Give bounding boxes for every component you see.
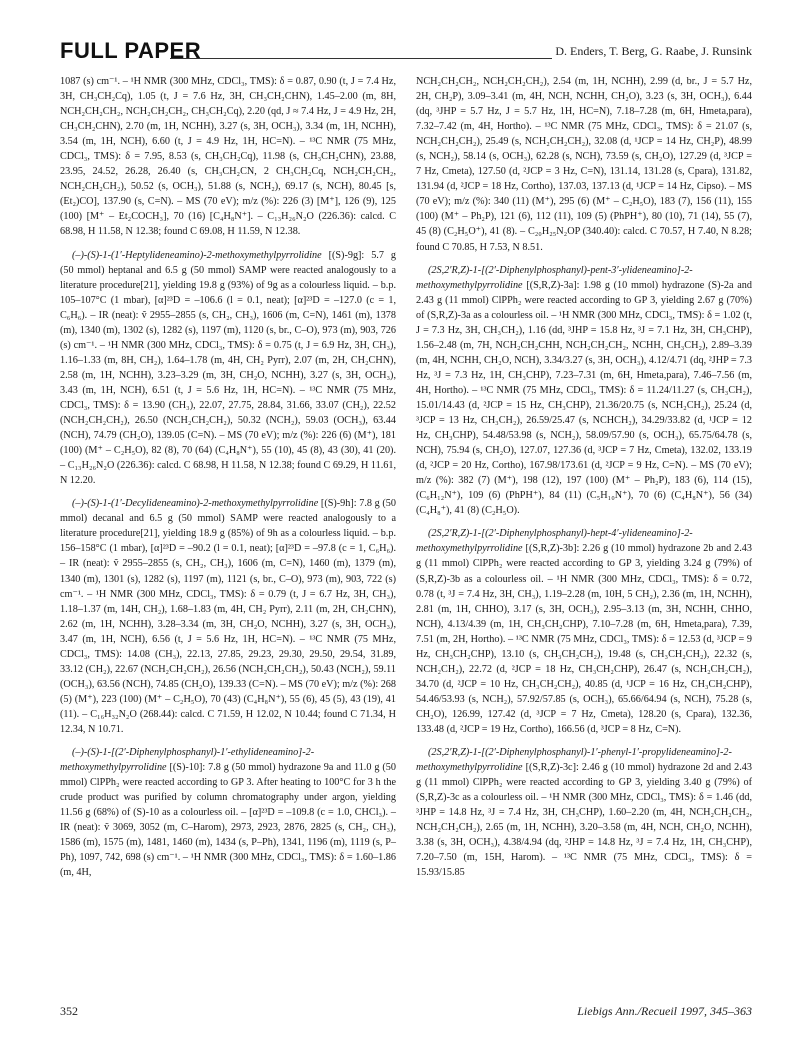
paragraph-body: [(S,R,Z)-3a]: 1.98 g (10 mmol) hydrazone (S)-2a and 2.43 g (11 mmol) ClPPh₂ were reacted according to GP 3, yielding 2.67 g (70%) of (S,R,Z)-3a as a colourless oil. – ¹H NMR (300 MHz, CDCl₃, TMS): δ = 1.02 (t, J = 7.3 Hz, 3H, CH₃CH₂), 1.16 (dd, ³JHP = 15.8 Hz, ³J = 7.1 Hz, 3H, CH₃CHP), 1.56–2.48 (m, 7H, NCH₂CH₂CHH, NCH₂CH₂CH₂, NCHH, CH₃CH₂), 2.89–3.39 (m, 4H, NCHH, CH₂O, NCH), 3.34/3.27 (s, 3H, OCH₃), 4.12/4.71 (dq, ²JHP = 7.3 Hz, ³J = 7.3 Hz, 1H, CH₃CHP), 7.23–7.31 (m, 6H, Hmeta,para), 7.46–7.56 (m, 4H, Hortho). – ¹³C NMR (75 MHz, CDCl₃, TMS): δ = 11.24/11.27 (s, CH₃CH₂), 15.01/14.43 (d, ²JCP = 15 Hz, CH₃CHP), 21.36/20.75 (s, NCH₂CH₂), 25.24 (d, ³JCP = 13 Hz, CH₃CH₂), 26.59/25.47 (s, NCHCH₂), 34.29/33.82 (d, ¹JCP = 12 Hz, CH₃CHP), 54.48/53.98 (s, NCH₂), 58.09/57.90 (s, OCH₃), 65.75/64.78 (s, NCH), 75.94 (s, CH₂O), 127.07, 127.36 (d, ³JCP = 7 Hz, Cmeta), 132.02, 133.19 (d, ²JCP = 20 Hz, Cortho), 167.98/173.61 (d, ²JCP = 9 Hz, C=N). – MS (70 eV); m/z (%): 382 (7) (M⁺), 198 (12), 197 (100) (M⁺ – Ph₂P), 183 (6), 114 (15), (C₆H₁₂N⁺), 109 (6) (PhPH⁺), 84 (11) (C₅H₁₀N⁺), 70 (6) (C₄H₈N⁺), 56 (34) (C₄H₈⁺), 41 (8) (C₂H₅O).	[416, 279, 752, 517]
continued-paragraph	[416, 74, 752, 255]
compound-title: (2S,2′R,Z)-1-[(2′-Diphenylphosphanyl)-hept-4′-ylideneamino]-2-methoxymethylpyrrolidine	[416, 528, 693, 555]
header-rule	[170, 58, 552, 59]
paragraph-body: [(S,R,Z)-3b]: 2.26 g (10 mmol) hydrazone 2b and 2.43 g (11 mmol) ClPPh₂ were reacted according to GP 3, yielding 3.24 g (79%) of (S,R,Z)-3b as a colourless oil. – ¹H NMR (300 MHz, CDCl₃, TMS): δ = 0.72, 0.78 (t, ³J = 7.4 Hz, 3H, CH₃), 1.19–2.28 (m, 10H, 5 CH₂), 2.36 (m, 1H, NCHH), 2.81 (m, 1H, CHHO), 3.17 (s, 3H, OCH₃), 2.95–3.13 (m, 3H, NCHH, CHHO, NCH), 4.13/4.39 (m, 1H, CH₃CH₂CHP), 7.10–7.28 (m, 6H, Hmeta,para), 7.39, 7.51 (m, 2H, Hortho). – ¹³C NMR (75 MHz, CDCl₃, TMS): δ = 12.53 (d, ³JCP = 9 Hz, CH₃CH₂CHP), 13.10 (s, CH₃CH₂CH₂), 19.48 (s, CH₃CH₂CH₂), 22.32 (s, NCH₂CH₂), 22.72 (d, ²JCP = 18 Hz, CH₃CH₂CHP), 26.47 (s, NCH₂CH₂CH₂), 34.70 (d, ²JCP = 10 Hz, CH₃CH₂CH₂), 40.85 (d, ¹JCP = 16 Hz, CH₃CH₂CHP), 54.46/53.93 (s, NCH₂), 57.92/57.85 (s, OCH₃), 65.66/64.94 (s, NCH), 75.28 (s, CH₂O), 126.99, 127.42 (d, ³JCP = 7 Hz, Cmeta), 128.20 (s, Cpara), 132.36, 133.48 (d, ²JCP = 19 Hz, Cortho), 166.56 (d, ³JCP = 8 Hz, C=N).	[416, 543, 752, 735]
right-column	[416, 74, 752, 880]
paragraph-body: NCH₂CH₂CH₂, NCH₂CH₂CH₂), 2.54 (m, 1H, NCHH), 2.99 (d, br., J = 5.7 Hz, 2H, CH₂P), 3.09–3.41 (m, 4H, NCH, NCHH, CH₂O), 3.23 (s, 3H, OCH₃), 6.44 (dq, ³JHP = 5.7 Hz, J = 5.7 Hz, 1H, HC=N), 7.18–7.28 (m, 6H, Hmeta,para), 7.32–7.42 (m, 4H, Hortho). – ¹³C NMR (75 MHz, CDCl₃, TMS): δ = 21.07 (s, NCH₂CH₂CH₂), 25.49 (s, NCH₂CH₂CH₂), 32.08 (d, ¹JCP = 14 Hz, CH₂P), 48.99 (s, NCH₂), 58.14 (s, OCH₃), 62.28 (s, NCH), 73.59 (s, CH₂O), 127.29 (d, ³JCP = 7 Hz, Cmeta), 127.50 (d, ²JCP = 3 Hz, C=N), 131.14, 131.28 (s, Cpara), 131.82, 131.94 (d, ²JCP = 18 Hz, Cortho), 137.03, 137.13 (d, ¹JCP = 14 Hz, Cipso). – MS (70 eV); m/z (%): 340 (11) (M⁺), 295 (6) (M⁺ – C₂H₅O), 183 (7), 156 (11), 155 (100) (M⁺ – Ph₂P), 121 (6), 112 (11), 109 (5) (PhPH⁺), 80 (10), 71 (14), 55 (7), 45 (8) (C₂H₅O⁺), 41 (8). – C₂₀H₂₅N₂OP (340.40): calcd. C 70.57, H 7.40, N 8.28; found C 70.85, H 7.53, N 8.51.	[416, 76, 752, 253]
compound-paragraph	[416, 745, 752, 880]
paragraph-body: [(S)-10]: 7.8 g (50 mmol) hydrazone 9a and 11.0 g (50 mmol) ClPPh₂ were reacted according to GP 3. After heating to 100°C for 3 h the crude product was purified by column chromatography under argon, yielding 11.56 g (68%) of (S)-10 as a colourless oil. – [α]²³D = –109.8 (c = 1.0, CHCl₃). – IR (neat): ṽ 3069, 3052 (m, C–Harom), 2973, 2923, 2876, 2825 (s, CH₂, CH₃), 1586 (m), 1575 (m), 1481, 1460 (m), 1434 (s, P–Ph), 1341, 1196 (m), 1119 (s, P–Ph), 1097, 742, 698 (s) cm⁻¹. – ¹H NMR (300 MHz, CDCl₃, TMS): δ = 1.60–1.86 (m, 4H,	[60, 762, 396, 879]
compound-title: (2S,2′R,Z)-1-[(2′-Diphenylphosphanyl)-1′-phenyl-1′-propylideneamino]-2-methoxymethylpyrrolidine	[416, 747, 732, 774]
compound-title: (–)-(S)-1-(1′-Heptylideneamino)-2-methoxymethylpyrrolidine	[72, 249, 322, 261]
page	[60, 36, 752, 1036]
paragraph-body: [(S)-9h]: 7.8 g (50 mmol) decanal and 6.5 g (50 mmol) SAMP were reacted analogously to a literature procedure[21], yielding 18.9 g (85%) of 9h as a colourless liquid. – b.p. 156–158°C (1 mbar), [α]²³D = –90.2 (l = 0.1, neat); [α]²³D = –97.8 (c = 1, C₆H₆). – IR (neat): ṽ 2955–2855 (s, CH₂, CH₃), 1606 (m, C=N), 1460 (m), 1379 (m), 1340 (m), 1301 (s), 1282 (s), 1197 (m), 1121 (s, br., C–O), 973 (m), 903, 722 (s) cm⁻¹. – ¹H NMR (300 MHz, CDCl₃, TMS): δ = 0.79 (t, J = 6.7 Hz, 3H, CH₃), 1.18–1.37 (m, 14H, CH₂), 1.68–1.83 (m, 4H, CH₂ Pyrr), 2.11 (m, 2H, CH₂CHN), 2.62 (m, 1H, NCHH), 3.28–3.34 (m, 3H, CH₂O, NCHH), 3.27 (s, 3H, OCH₃), 3.47 (m, 1H, NCH), 6.56 (t, J = 5.6 Hz, 1H, HC=N). – ¹³C NMR (75 MHz, CDCl₃, TMS): 14.08 (CH₃), 22.13, 27.85, 29.23, 29.30, 29.50, 29.54, 31.89, 33.12 (CH₂), 22.67 (NCH₂CH₂CH₂), 26.56 (NCH₂CH₂CH₂), 50.43 (NCH₂), 59.11 (OCH₃), 63.56 (NCH), 74.85 (CH₂O), 139.33 (C=N). – MS (70 eV); m/z (%): 268 (5) (M⁺), 223 (100) (M⁺ – C₂H₅O), 70 (43) (C₄H₈N⁺), 55 (6), 45 (5), 43 (19), 41 (11). – C₁₆H₃₂N₂O (268.44): calcd. C 71.59, H 12.02, N 10.44; found C 71.34, H 12.34, N 10.71.	[60, 498, 396, 735]
page-number: 352	[60, 1004, 78, 1018]
paragraph-body: [(S)-9g]: 5.7 g (50 mmol) heptanal and 6.5 g (50 mmol) SAMP were reacted analogously to a literature procedure[21], yielding 19.8 g (93%) of 9g as a colourless liquid. – b.p. 105–107°C (1 mbar), [α]²³D = –106.6 (l = 0.1, neat); [α]²³D = –127.0 (c = 1, C₆H₆). – IR (neat): ṽ 2955–2855 (s, CH₂, CH₃), 1606 (m, C=N), 1461 (m), 1378 (m), 1340 (m), 1302 (s), 1282 (s), 1197 (m), 1120 (s, br., C–O), 973 (m), 903, 726 (s) cm⁻¹. – ¹H NMR (300 MHz, CDCl₃, TMS): δ = 0.75 (t, J = 6.9 Hz, 3H, CH₃), 1.16–1.33 (m, 8H, CH₂), 1.64–1.78 (m, 4H, CH₂ Pyrr), 2.07 (m, 2H, CH₂CHN), 2.58 (m, 1H, NCHH), 3.23–3.29 (m, 3H, CH₂O, NCHH), 3.27 (s, 3H, OCH₃), 3.43 (m, 1H, NCH), 6.51 (t, J = 5.6 Hz, 1H, HC=N). – ¹³C NMR (75 MHz, CDCl₃, TMS): δ = 13.90 (CH₃), 22.07, 27.75, 28.84, 31.66, 33.07 (CH₂), 22.52 (NCH₂CH₂CH₂), 26.50 (NCH₂CH₂CH₂), 50.32 (NCH₂), 59.03 (OCH₃), 63.44 (NCH), 74.79 (CH₂O), 139.05 (C=N). – MS (70 eV); m/z (%): 226 (6) (M⁺), 181 (100) (M⁺ – C₂H₅O), 82 (8), 70 (64) (C₄H₈N⁺), 55 (10), 45 (8), 43 (30), 41 (20). – C₁₃H₂₆N₂O (226.36): calcd. C 68.98, H 11.58, N 12.38; found C 69.29, H 11.61, N 12.20.	[60, 249, 396, 487]
compound-title: (–)-(S)-1-[(2′-Diphenylphosphanyl)-1′-ethylideneamino]-2-methoxymethylpyrrolidine	[60, 747, 315, 774]
page-header	[60, 36, 752, 66]
compound-paragraph	[60, 745, 396, 880]
section-label: FULL PAPER	[60, 38, 202, 63]
continued-paragraph	[60, 74, 396, 240]
compound-paragraph	[60, 496, 396, 737]
journal-citation: Liebigs Ann./Recueil 1997, 345–363	[577, 1004, 752, 1018]
compound-title: (–)-(S)-1-(1′-Decylideneamino)-2-methoxymethylpyrrolidine	[72, 498, 319, 510]
compound-paragraph	[416, 263, 752, 519]
compound-paragraph	[60, 248, 396, 489]
running-authors: D. Enders, T. Berg, G. Raabe, J. Runsink	[555, 44, 752, 58]
paragraph-body: [(S,R,Z)-3c]: 2.46 g (10 mmol) hydrazone 2d and 2.43 g (11 mmol) ClPPh₂ were reacted according to GP 3, yielding 3.40 g (79%) of (S,R,Z)-3c as a colourless oil. – ¹H NMR (300 MHz, CDCl₃, TMS): δ = 1.46 (dd, ³JHP = 14.8 Hz, ³J = 7.4 Hz, 3H, CH₃CHP), 1.60–2.20 (m, 4H, NCH₂CH₂CH₂, NCH₂CH₂CH₂), 2.65 (m, 1H, NCHH), 3.20–3.58 (m, 4H, NCH, CH₂O, NCHH), 3.38 (s, 3H, OCH₃), 4.38/4.94 (dq, ²JHP = 14.8 Hz, ³J = 7.4 Hz, 1H, CH₃CHP), 7.20–7.50 (m, 15H, Harom). – ¹³C NMR (75 MHz, CDCl₃, TMS): δ = 15.93/15.85	[416, 762, 752, 879]
paragraph-body: 1087 (s) cm⁻¹. – ¹H NMR (300 MHz, CDCl₃, TMS): δ = 0.87, 0.90 (t, J = 7.4 Hz, 3H, CH₃CH₂Cq), 1.05 (t, J = 7.6 Hz, 3H, CH₃CH₂CHN), 1.45–2.00 (m, 8H, NCH₂CH₂CH₂, NCH₂CH₂CH₂, CH₃CH₂Cq), 2.20 (qd, J ≈ 7.4 Hz, J = 4.9 Hz, 2H, CH₃CH₂CHN), 2.70 (m, 1H, NCHH), 3.27 (s, 3H, OCH₃), 3.34 (m, 1H, NCHH), 3.54 (m, 1H, NCH), 6.60 (t, J = 4.9 Hz, 1H, HC=N). – ¹³C NMR (75 MHz, CDCl₃, TMS): δ = 7.95, 8.53 (s, CH₃CH₂Cq), 11.98 (s, CH₃CH₂CHN), 23.88, 23.95, 24.52, 26.28, 26.40 (s, CH₃CH₂CN, 2 CH₃CH₂Cq, NCH₂CH₂CH₂, NCH₂CH₂CH₂), 50.52 (s, OCH₃), 51.88 (s, NCH₂), 69.17 (s, NCH), 80.45 [s, (Et₂)CO], 137.90 (s, C=N). – MS (70 eV); m/z (%): 226 (3) [M⁺], 126 (9), 125 (100) [M⁺ – Et₂COCH₃], 70 (16) [C₄H₈N⁺]. – C₁₃H₂₆N₂O (226.36): calcd. C 68.98, H 11.58, N 12.38; found C 69.08, H 11.59, N 12.38.	[60, 76, 396, 238]
compound-title: (2S,2′R,Z)-1-[(2′-Diphenylphosphanyl)-pent-3′-ylideneamino]-2-methoxymethylpyrrolidine	[416, 264, 693, 291]
compound-paragraph	[416, 526, 752, 737]
left-column	[60, 74, 396, 880]
